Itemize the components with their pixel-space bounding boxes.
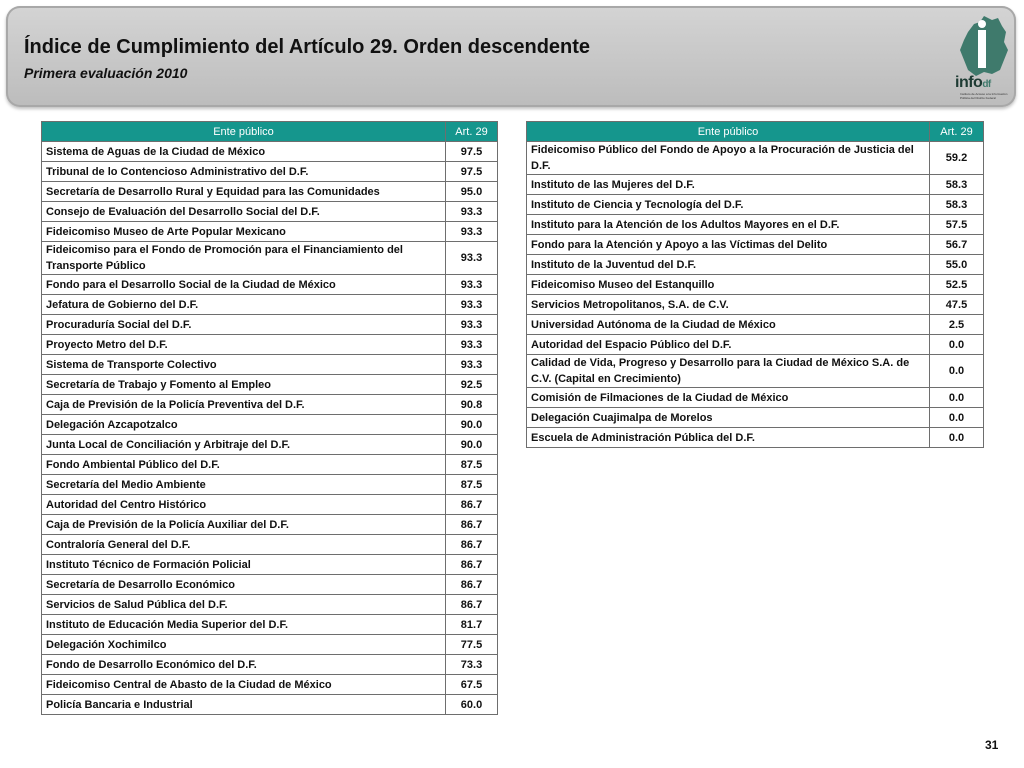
score-cell: 2.5 (930, 315, 984, 335)
table-row (42, 335, 498, 355)
ente-cell: Secretaría del Medio Ambiente (42, 475, 446, 495)
table-row (42, 375, 498, 395)
table-row (42, 182, 498, 202)
ente-cell: Instituto de Ciencia y Tecnología del D.F. (527, 195, 930, 215)
ente-cell: Universidad Autónoma de la Ciudad de México (527, 315, 930, 335)
column-header-ente: Ente público (527, 122, 930, 142)
table-row (527, 215, 984, 235)
score-cell: 0.0 (930, 428, 984, 448)
score-cell: 0.0 (930, 408, 984, 428)
ente-cell: Secretaría de Trabajo y Fomento al Empleo (42, 375, 446, 395)
score-cell: 86.7 (446, 595, 498, 615)
table-row (527, 175, 984, 195)
table-row (527, 195, 984, 215)
score-cell: 86.7 (446, 575, 498, 595)
column-header-art29: Art. 29 (930, 122, 984, 142)
score-cell: 86.7 (446, 495, 498, 515)
table-row (42, 495, 498, 515)
logo-caption: Instituto de Acceso a la Información Pública del Distrito Federal (960, 92, 1008, 100)
table-row (42, 655, 498, 675)
score-cell: 47.5 (930, 295, 984, 315)
ente-cell: Calidad de Vida, Progreso y Desarrollo para la Ciudad de México S.A. de C.V. (Capital en Crecimiento) (527, 355, 930, 388)
table-row (527, 315, 984, 335)
table-row (42, 575, 498, 595)
table-row (42, 355, 498, 375)
ente-cell: Instituto de Educación Media Superior del D.F. (42, 615, 446, 635)
score-cell: 95.0 (446, 182, 498, 202)
table-row (527, 428, 984, 448)
ente-cell: Autoridad del Centro Histórico (42, 495, 446, 515)
table-row (42, 555, 498, 575)
table-row (42, 535, 498, 555)
score-cell: 52.5 (930, 275, 984, 295)
score-cell: 55.0 (930, 255, 984, 275)
score-cell: 93.3 (446, 335, 498, 355)
table-row (42, 162, 498, 182)
table-row (42, 455, 498, 475)
table-row (42, 595, 498, 615)
ente-cell: Proyecto Metro del D.F. (42, 335, 446, 355)
score-cell: 97.5 (446, 162, 498, 182)
table-row (527, 388, 984, 408)
ente-cell: Fondo Ambiental Público del D.F. (42, 455, 446, 475)
ente-cell: Caja de Previsión de la Policía Auxiliar del D.F. (42, 515, 446, 535)
ranking-table-left (41, 121, 498, 715)
table-row (42, 415, 498, 435)
ente-cell: Fideicomiso Central de Abasto de la Ciudad de México (42, 675, 446, 695)
score-cell: 81.7 (446, 615, 498, 635)
table-row (527, 235, 984, 255)
logo-text: infodf (955, 74, 991, 91)
table-row (42, 675, 498, 695)
table-row (527, 355, 984, 388)
ente-cell: Secretaría de Desarrollo Económico (42, 575, 446, 595)
table-row (527, 408, 984, 428)
table-row (527, 255, 984, 275)
ente-cell: Instituto de la Juventud del D.F. (527, 255, 930, 275)
ente-cell: Caja de Previsión de la Policía Preventiva del D.F. (42, 395, 446, 415)
table-row (42, 695, 498, 715)
ente-cell: Sistema de Transporte Colectivo (42, 355, 446, 375)
ente-cell: Autoridad del Espacio Público del D.F. (527, 335, 930, 355)
table-row (42, 435, 498, 455)
score-cell: 92.5 (446, 375, 498, 395)
ente-cell: Secretaría de Desarrollo Rural y Equidad para las Comunidades (42, 182, 446, 202)
ente-cell: Tribunal de lo Contencioso Administrativo del D.F. (42, 162, 446, 182)
score-cell: 0.0 (930, 335, 984, 355)
table-row (42, 395, 498, 415)
table-row (527, 335, 984, 355)
ente-cell: Fideicomiso para el Fondo de Promoción para el Financiamiento del Transporte Público (42, 242, 446, 275)
page-number: 31 (985, 738, 999, 752)
ente-cell: Instituto de las Mujeres del D.F. (527, 175, 930, 195)
ente-cell: Jefatura de Gobierno del D.F. (42, 295, 446, 315)
table-row (527, 275, 984, 295)
page-title: Índice de Cumplimiento del Artículo 29. Orden descendente (24, 36, 591, 58)
ente-cell: Fideicomiso Museo del Estanquillo (527, 275, 930, 295)
table-header-row (527, 122, 984, 142)
score-cell: 93.3 (446, 242, 498, 275)
table-header-row (42, 122, 498, 142)
score-cell: 93.3 (446, 222, 498, 242)
score-cell: 86.7 (446, 555, 498, 575)
score-cell: 93.3 (446, 202, 498, 222)
score-cell: 56.7 (930, 235, 984, 255)
score-cell: 87.5 (446, 455, 498, 475)
ente-cell: Servicios Metropolitanos, S.A. de C.V. (527, 295, 930, 315)
ente-cell: Servicios de Salud Pública del D.F. (42, 595, 446, 615)
ente-cell: Escuela de Administración Pública del D.F. (527, 428, 930, 448)
table-row (42, 615, 498, 635)
score-cell: 90.8 (446, 395, 498, 415)
score-cell: 97.5 (446, 142, 498, 162)
ente-cell: Delegación Cuajimalpa de Morelos (527, 408, 930, 428)
ente-cell: Sistema de Aguas de la Ciudad de México (42, 142, 446, 162)
table-row (42, 242, 498, 275)
table-row (527, 142, 984, 175)
score-cell: 90.0 (446, 435, 498, 455)
score-cell: 0.0 (930, 355, 984, 388)
score-cell: 93.3 (446, 315, 498, 335)
ente-cell: Comisión de Filmaciones de la Ciudad de México (527, 388, 930, 408)
ente-cell: Policía Bancaria e Industrial (42, 695, 446, 715)
ente-cell: Fideicomiso Museo de Arte Popular Mexicano (42, 222, 446, 242)
score-cell: 87.5 (446, 475, 498, 495)
ente-cell: Fondo de Desarrollo Económico del D.F. (42, 655, 446, 675)
table-row (42, 295, 498, 315)
ente-cell: Instituto para la Atención de los Adultos Mayores en el D.F. (527, 215, 930, 235)
ente-cell: Consejo de Evaluación del Desarrollo Social del D.F. (42, 202, 446, 222)
score-cell: 58.3 (930, 195, 984, 215)
ranking-table-right (526, 121, 984, 448)
ente-cell: Delegación Azcapotzalco (42, 415, 446, 435)
table-row (42, 315, 498, 335)
score-cell: 93.3 (446, 295, 498, 315)
table-row (42, 202, 498, 222)
score-cell: 93.3 (446, 355, 498, 375)
table-row (42, 142, 498, 162)
table-row (42, 515, 498, 535)
score-cell: 93.3 (446, 275, 498, 295)
ente-cell: Instituto Técnico de Formación Policial (42, 555, 446, 575)
table-row (42, 635, 498, 655)
page-subtitle: Primera evaluación 2010 (24, 65, 188, 81)
ente-cell: Fideicomiso Público del Fondo de Apoyo a la Procuración de Justicia del D.F. (527, 142, 930, 175)
table-row (527, 295, 984, 315)
ente-cell: Contraloría General del D.F. (42, 535, 446, 555)
score-cell: 73.3 (446, 655, 498, 675)
score-cell: 86.7 (446, 515, 498, 535)
score-cell: 58.3 (930, 175, 984, 195)
ente-cell: Delegación Xochimilco (42, 635, 446, 655)
score-cell: 59.2 (930, 142, 984, 175)
table-row (42, 222, 498, 242)
table-row (42, 475, 498, 495)
ente-cell: Junta Local de Conciliación y Arbitraje del D.F. (42, 435, 446, 455)
table-row (42, 275, 498, 295)
score-cell: 90.0 (446, 415, 498, 435)
column-header-ente: Ente público (42, 122, 446, 142)
ente-cell: Procuraduría Social del D.F. (42, 315, 446, 335)
score-cell: 86.7 (446, 535, 498, 555)
ente-cell: Fondo para la Atención y Apoyo a las Víctimas del Delito (527, 235, 930, 255)
score-cell: 57.5 (930, 215, 984, 235)
score-cell: 77.5 (446, 635, 498, 655)
score-cell: 60.0 (446, 695, 498, 715)
score-cell: 67.5 (446, 675, 498, 695)
score-cell: 0.0 (930, 388, 984, 408)
ente-cell: Fondo para el Desarrollo Social de la Ciudad de México (42, 275, 446, 295)
column-header-art29: Art. 29 (446, 122, 498, 142)
